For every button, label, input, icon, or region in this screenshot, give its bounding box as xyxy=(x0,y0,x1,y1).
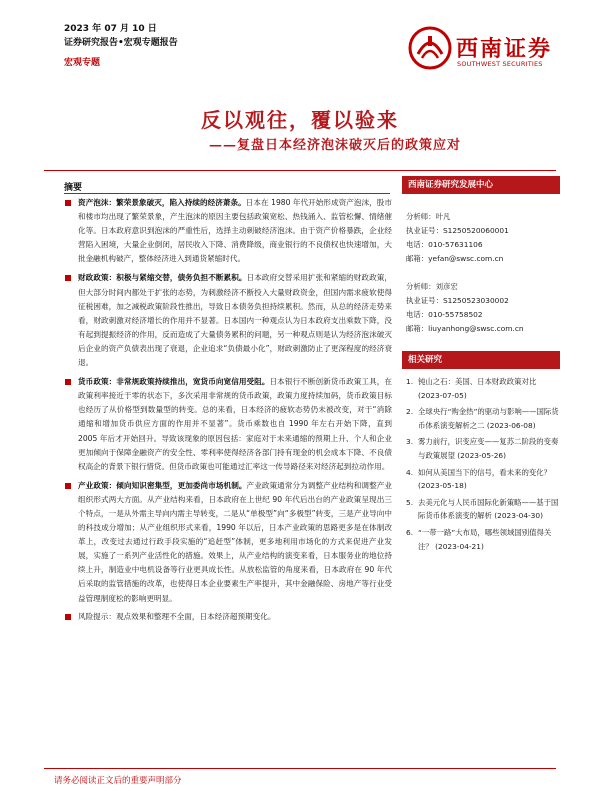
logo-english-name: SOUTHWEST SECURITIES xyxy=(457,60,543,68)
item-heading: 资产泡沫：繁荣景象破灭，陷入持续的经济萧条。 xyxy=(78,198,246,207)
bullet-square-icon xyxy=(65,275,71,281)
item-body: 日本政府交替采用扩张和紧缩的财政政策，但大部分时间内都处于扩张的态势，为刺激经济不断投入大量财政资金，但国内需求疲软使得征税困难，加之减税政策阶段性推出，导致日本债务负担持续累积。然而，从总的经济走势来看，财政刺激对经济增长的作用并不显著。日本国内一种观点认为日本政府支出乘数下降，没有起到提振经济的作用，反而造成了大量债务累积的问题，另一种观点则是认为经济泡沫破灭后企业的资产负债表出现了衰退，企业追求“负债最小化”，财政刺激防止了更深程度的经济衰退。 xyxy=(78,273,393,368)
report-date: 2023 年 07 月 10 日 xyxy=(64,24,157,34)
company-logo xyxy=(408,24,558,74)
related-item[interactable] xyxy=(406,405,560,432)
research-team-header: 西南证券研究发展中心 xyxy=(402,176,560,194)
analyst-card xyxy=(402,280,560,336)
item-body: 日本银行不断创新货币政策工具，在政策利率接近于零的状态下，多次采用非常规的货币政策，政策力度持续加码，货币政策目标也经历了从价格型到数量型的转变。总的来看，日本经济的疲软态势仍未被改变，对于“消除通缩和增加货币供应方面的作用并不显著”。货币乘数也自 1990 年左右开始下降，直到 2005 年后才开始回升。导致该现象的原因包括：家庭对于未来通缩的预期上升、个人和企业更加倾向于保障金融资产的安全性、零利率使得经济各部门持有现金的机会成本下降、不良债权高企的背景下银行惜贷。但货币政策也可能通过汇率这一传导路径来对经济起到拉动作用。 xyxy=(78,377,393,471)
item-body: 日本在 1980 年代开始形成资产泡沫，股市和楼市均出现了繁荣景象，产生泡沫的原因主要包括政策宽松、热钱涌入、监管松懈、情绪催化等。日本政府意识到泡沫的严重性后，选择主动刺破经济泡沫。由于资产价格暴跌，企业经营陷入困境，大量企业倒闭，居民收入下降、消费降级，商业银行的不良债权也快速增加，大批金融机构破产，整体经济进入到通货紧缩时代。 xyxy=(78,198,393,264)
item-heading: 产业政策：倾向知识密集型，更加委尚市场机制。 xyxy=(78,480,247,490)
related-item-title[interactable]: “一带一路”大布局，哪些领域国别值得关注？ (2023-04-21) xyxy=(418,527,552,551)
abstract-item-industrial-policy xyxy=(64,479,392,606)
analyst-license: 执业证号：S1250520060001 xyxy=(406,226,509,235)
related-item-title[interactable]: 雾力前行，识变应变——复苏二阶段的变奏与政策展望 (2023-05-26) xyxy=(418,437,559,460)
analyst-name: 分析师：叶凡 xyxy=(406,212,451,221)
analyst-email[interactable]: 邮箱：liuyanhong@swsc.com.cn xyxy=(406,324,524,333)
bullet-square-icon xyxy=(65,200,71,206)
bullet-square-icon xyxy=(65,614,71,620)
related-item-number: 2. xyxy=(406,407,414,417)
page-subtitle: ——复盘日本经济泡沫破灭后的政策应对 xyxy=(208,138,461,153)
footer-disclaimer: 请务必阅读正文后的重要声明部分 xyxy=(54,776,182,786)
related-item[interactable] xyxy=(406,375,560,402)
analyst-phone: 电话：010-57631106 xyxy=(406,240,483,249)
abstract-label: 摘要 xyxy=(64,183,83,193)
related-item-title[interactable]: 全球央行“购金热”的驱动与影响——国际货币体系演变解析之二 (2023-06-08) xyxy=(418,407,559,430)
risk-text: 风险提示：观点效果和整理不全面，日本经济超预期变化。 xyxy=(78,611,276,621)
abstract-item-fiscal-policy xyxy=(64,271,392,370)
related-research-list xyxy=(402,375,560,553)
analyst-phone: 电话：010-55758502 xyxy=(406,310,483,319)
report-category: 宏观专题 xyxy=(64,58,101,68)
analyst-email[interactable]: 邮箱：yefan@swsc.com.cn xyxy=(406,254,504,263)
related-item-number: 4. xyxy=(406,467,414,477)
abstract-divider xyxy=(64,193,390,194)
report-type: 证券研究报告•宏观专题报告 xyxy=(64,38,178,48)
footer-divider xyxy=(44,768,556,769)
related-item-number: 6. xyxy=(406,527,414,537)
logo-mark-icon xyxy=(408,26,452,70)
bullet-square-icon xyxy=(65,379,71,385)
related-item[interactable] xyxy=(406,466,560,493)
item-heading: 货币政策：非常规政策持续推出，宽货币向宽信用受阻。 xyxy=(78,377,270,387)
related-item[interactable] xyxy=(406,496,560,523)
related-item-title[interactable]: 去美元化与人民币国际化新策略——基于国际货币体系演变的解析 (2023-04-30) xyxy=(418,497,559,521)
item-heading: 财政政策：积极与紧缩交替，债务负担不断累积。 xyxy=(78,273,247,283)
abstract-item-monetary-policy xyxy=(64,375,392,474)
item-body: 产业政策通常分为调整产业结构和调整产业组织形式两大方面。从产业结构来看，日本政府在上世纪 90 年代后出台的产业政策呈现出三个特点，一是从外需主导向内需主导转变，二是从“单极型”向“多极型”转变，三是产业导向中的科技成分增加；从产业组织形式来看，1990 年以后，日本产业政策的思路更多是在体制改革上，改变过去通过行政手段实施的“追赶型”体制，更多地利用市场化的方式来促进产业发展，实施了一系列产业活性化的措施。效果上，从产业结构的演变来看，日本服务业的地位持续上升，制造业中电机设备等行业更具成长性。从放松监管的角度来看，日本政府在 90 年代后采取的监管措施的改革，也使得日本企业要素生产率提升，其中金融保险、房地产等行业受益管理制度松的影响更明显。 xyxy=(78,480,393,603)
analyst-card xyxy=(402,210,560,266)
risk-warning xyxy=(64,610,392,624)
related-item-title[interactable]: 钝山之石：美国、日本财政政策对比 (2023-07-05) xyxy=(418,377,537,400)
page-title: 反以观往，覆以验来 xyxy=(201,108,399,132)
related-item-title[interactable]: 如何从美国当下的信号，看未来的变化？ (2023-05-18) xyxy=(418,467,552,491)
abstract-item-asset-bubble xyxy=(64,196,392,266)
related-item-number: 1. xyxy=(406,377,414,386)
related-research-header: 相关研究 xyxy=(402,351,560,369)
related-item[interactable] xyxy=(406,526,560,553)
sidebar xyxy=(402,176,560,556)
bullet-square-icon xyxy=(65,483,71,489)
report-header xyxy=(64,22,178,70)
related-item-number: 5. xyxy=(406,497,414,507)
related-item-number: 3. xyxy=(406,437,414,447)
title-divider xyxy=(44,170,556,171)
related-item[interactable] xyxy=(406,435,560,462)
analyst-license: 执业证号：S1250523030002 xyxy=(406,296,509,305)
logo-name: 西南证券 xyxy=(456,36,553,62)
analyst-name: 分析师：刘彦宏 xyxy=(406,282,458,291)
abstract-body xyxy=(64,196,392,624)
